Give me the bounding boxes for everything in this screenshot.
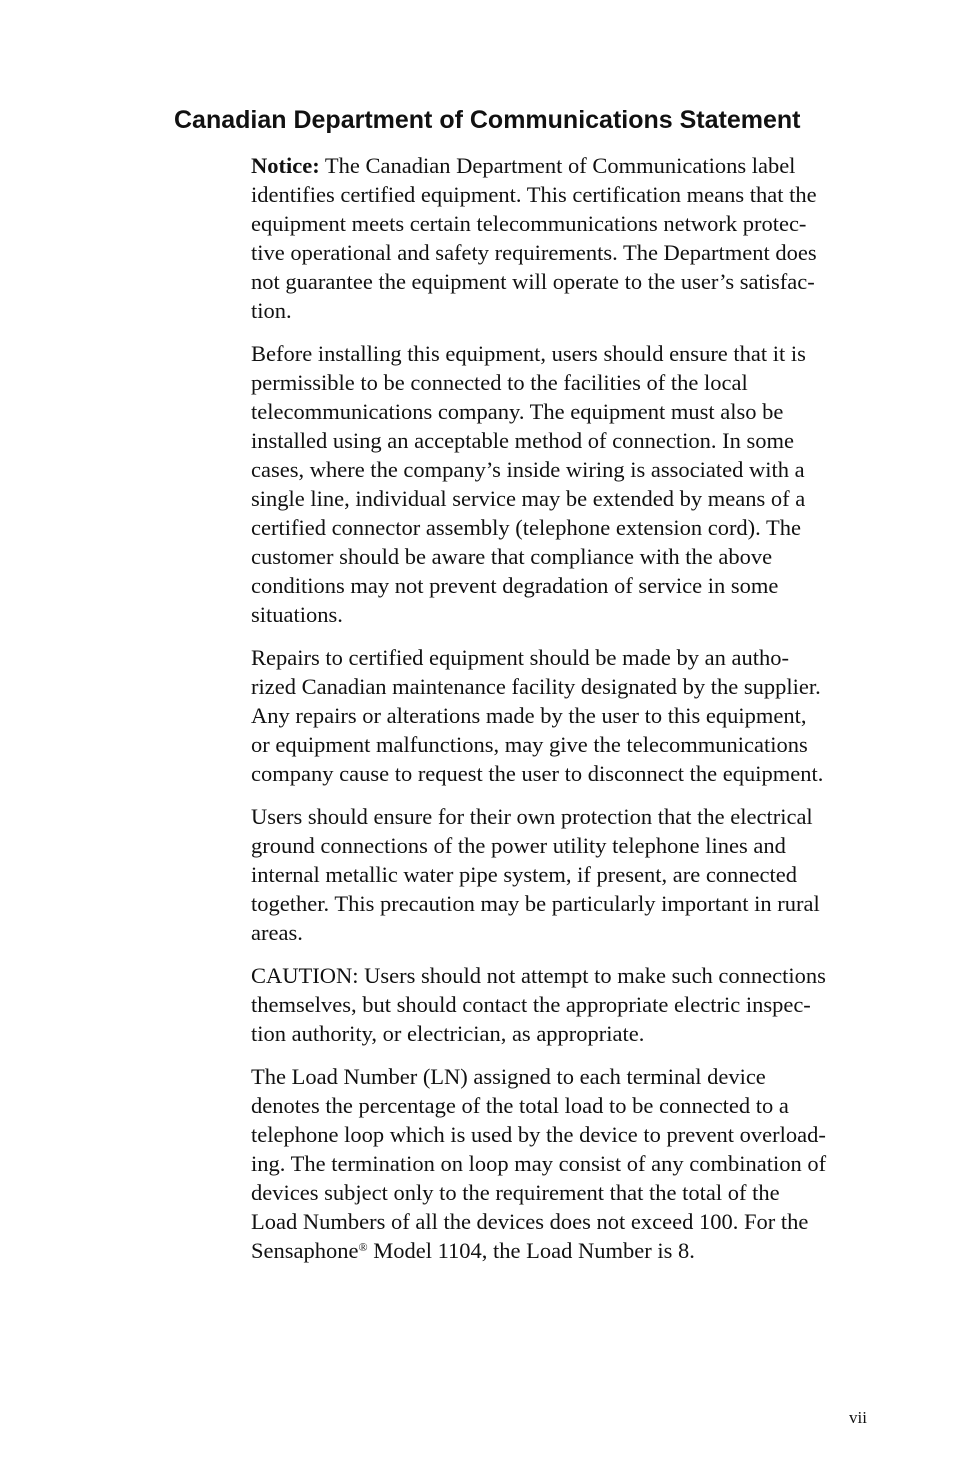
paragraph-line: denotes the percentage of the total load to be connected to a bbox=[251, 1093, 789, 1118]
paragraph-line: ground connections of the power utility telephone lines and bbox=[251, 833, 786, 858]
paragraph-line: themselves, but should contact the appropriate electric inspec- bbox=[251, 992, 811, 1017]
paragraph-line-end: Model 1104, the Load Number is 8. bbox=[367, 1238, 695, 1263]
paragraph-line: Repairs to certified equipment should be made by an autho- bbox=[251, 645, 789, 670]
paragraph-line: or equipment malfunctions, may give the telecommunications bbox=[251, 732, 808, 757]
paragraph-line: tion. bbox=[251, 298, 292, 323]
paragraph-line: Any repairs or alterations made by the user to this equipment, bbox=[251, 703, 807, 728]
paragraph-line: CAUTION: Users should not attempt to make such connections bbox=[251, 963, 826, 988]
paragraph-line: company cause to request the user to disconnect the equipment. bbox=[251, 761, 824, 786]
notice-line-text: The Canadian Department of Communications label bbox=[319, 153, 796, 178]
paragraph-line: permissible to be connected to the facilities of the local bbox=[251, 370, 748, 395]
paragraph-line: The Load Number (LN) assigned to each terminal device bbox=[251, 1064, 766, 1089]
paragraph-line: installed using an acceptable method of connection. In some bbox=[251, 428, 794, 453]
section-heading: Canadian Department of Communications Statement bbox=[174, 106, 801, 134]
statement-body bbox=[251, 151, 871, 1279]
paragraph-line: equipment meets certain telecommunications network protec- bbox=[251, 211, 807, 236]
notice-paragraph bbox=[251, 151, 871, 325]
paragraph-line: identifies certified equipment. This certification means that the bbox=[251, 182, 817, 207]
page-number: vii bbox=[849, 1408, 867, 1427]
paragraph-line: telephone loop which is used by the device to prevent overload- bbox=[251, 1122, 826, 1147]
paragraph-line: cases, where the company’s inside wiring is associated with a bbox=[251, 457, 805, 482]
paragraph-line: not guarantee the equipment will operate to the user’s satisfac- bbox=[251, 269, 815, 294]
registered-mark: ® bbox=[358, 1240, 368, 1254]
paragraph-line bbox=[251, 151, 871, 180]
installation-paragraph bbox=[251, 339, 871, 629]
paragraph-line: Before installing this equipment, users should ensure that it is bbox=[251, 341, 806, 366]
paragraph-line: telecommunications company. The equipment must also be bbox=[251, 399, 784, 424]
paragraph-line: together. This precaution may be particularly important in rural bbox=[251, 891, 820, 916]
paragraph-line: ing. The termination on loop may consist of any combination of bbox=[251, 1151, 827, 1176]
paragraph-line: tive operational and safety requirements. The Department does bbox=[251, 240, 817, 265]
paragraph-line: certified connector assembly (telephone extension cord). The bbox=[251, 515, 801, 540]
paragraph-line: conditions may not prevent degradation of service in some bbox=[251, 573, 779, 598]
paragraph-line: single line, individual service may be extended by means of a bbox=[251, 486, 806, 511]
notice-lead: Notice: bbox=[251, 153, 320, 178]
product-name: Sensaphone bbox=[251, 1238, 359, 1263]
repairs-paragraph bbox=[251, 643, 871, 788]
paragraph-line bbox=[251, 1236, 871, 1265]
grounding-paragraph bbox=[251, 802, 871, 947]
paragraph-line: customer should be aware that compliance with the above bbox=[251, 544, 773, 569]
paragraph-line: rized Canadian maintenance facility designated by the supplier. bbox=[251, 674, 821, 699]
paragraph-line: tion authority, or electrician, as appropriate. bbox=[251, 1021, 645, 1046]
paragraph-line: devices subject only to the requirement that the total of the bbox=[251, 1180, 780, 1205]
paragraph-line: internal metallic water pipe system, if present, are connected bbox=[251, 862, 798, 887]
load-number-paragraph bbox=[251, 1062, 871, 1265]
paragraph-line: Users should ensure for their own protection that the electrical bbox=[251, 804, 813, 829]
paragraph-line: areas. bbox=[251, 920, 303, 945]
caution-paragraph bbox=[251, 961, 871, 1048]
paragraph-line: Load Numbers of all the devices does not exceed 100. For the bbox=[251, 1209, 809, 1234]
paragraph-line: situations. bbox=[251, 602, 343, 627]
